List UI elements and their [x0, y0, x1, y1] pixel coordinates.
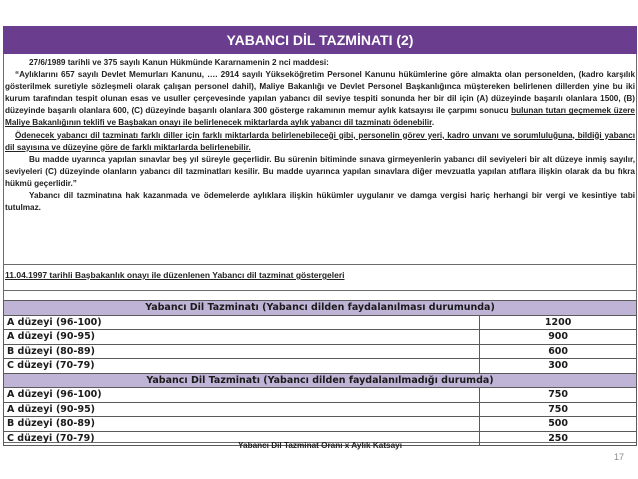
- paragraph-2-underlined: bulunan tutarı geçmemek üzere Maliye Bakanlığının teklifi ve Başbakan onayı ile belirlenecek miktarlarda aylık yabancı dil tazminatı ödenebilir: [5, 106, 635, 128]
- divider: [3, 264, 637, 265]
- divider: [3, 290, 637, 291]
- table-row: [4, 417, 637, 432]
- value-cell: 500: [480, 417, 637, 432]
- slide-title: YABANCI DİL TAZMİNATI (2): [3, 26, 637, 54]
- table-row: [4, 402, 637, 417]
- paragraph-5: Yabancı dil tazminatına hak kazanmada ve ödemelerde aylıklara ilişkin hükümler uygulanır ve damga vergisi hariç herhangi bir vergi ve kesintiye tabi tutulmaz.: [5, 191, 635, 213]
- table-2-header: Yabancı Dil Tazminatı (Yabancı dilden faydalanılmadığı durumda): [4, 373, 637, 388]
- value-cell: 600: [480, 344, 637, 359]
- paragraph-2: [5, 69, 635, 129]
- level-cell: A düzeyi (96-100): [4, 388, 480, 403]
- table-1-header: Yabancı Dil Tazminatı (Yabancı dilden faydalanılması durumunda): [4, 301, 637, 316]
- value-cell: 750: [480, 402, 637, 417]
- table-row: [4, 330, 637, 345]
- value-cell: 1200: [480, 315, 637, 330]
- value-cell: 250: [480, 431, 637, 446]
- level-cell: A düzeyi (90-95): [4, 402, 480, 417]
- paragraph-2-text: “Aylıklarını 657 sayılı Devlet Memurları Kanunu, …. 2914 sayılı Yükseköğretim Personel Kanunu hükümlerine göre almakta olan personelden, (kadro karşılık gösterilmek suretiyle sözleşmeli olarak çalışan personel dahil), Maliye Bakanlığı ve Devlet Personel Başkanlığınca müştereken belirlenen dillerden yine bu iki kurum tarafından tespit olunan esas ve usuller çerçevesinde yapılan yabancı dil seviye tespiti sonunda her bir dil için (A) düzeyinde başarılı olanlara 1500, (B) düzeyinde başarılı olanlara 600, (C) düzeyinde başarılı olanlara 300 gösterge rakamının memur aylık katsayısı ile çarpımı sonucu: [5, 70, 635, 116]
- level-cell: C düzeyi (70-79): [4, 359, 480, 374]
- table-row: [4, 388, 637, 403]
- level-cell: B düzeyi (80-89): [4, 344, 480, 359]
- level-cell: B düzeyi (80-89): [4, 417, 480, 432]
- level-cell: A düzeyi (96-100): [4, 315, 480, 330]
- table-row: [4, 359, 637, 374]
- paragraph-2-end: .: [431, 118, 435, 128]
- paragraph-1: 27/6/1989 tarihli ve 375 sayılı Kanun Hükmünde Kararnamenin 2 nci maddesi:: [29, 58, 329, 67]
- level-cell: A düzeyi (90-95): [4, 330, 480, 345]
- body-text: [5, 57, 635, 214]
- value-cell: 750: [480, 388, 637, 403]
- paragraph-3: [5, 130, 635, 154]
- page-number: 17: [613, 452, 624, 462]
- paragraph-4: Bu madde uyarınca yapılan sınavlar beş yıl süreyle geçerlidir. Bu sürenin bitiminde sınava girmeyenlerin yabancı dil seviyeleri bir alt düzeye inmiş sayılır, seviyeleri (C) düzeyinde olanların yabancı dil tazminatları kesilir. Bu madde uyarınca yapılan sınavlara diğer mevzuatla yapılan atıflara ilişkin olarak da bu fıkra hükmü geçerlidir.”: [5, 154, 635, 188]
- paragraph-3-underlined: Ödenecek yabancı dil tazminatı farklı diller için farklı miktarlarda belirlenebileceği gibi, personelin görev yeri, kadro unvanı ve sorumluluğuna, bildiği yabancı dil sayısına ve düzeyine göre de farklı miktarlarda belirlenebilir.: [5, 130, 635, 152]
- formula-footer: Yabancı Dil Tazminat Oranı x Aylık Katsayı: [238, 441, 402, 450]
- value-cell: 300: [480, 359, 637, 374]
- level-cell: C düzeyi (70-79): [4, 431, 480, 446]
- table-row: [4, 344, 637, 359]
- table-subheading: 11.04.1997 tarihli Başbakanlık onayı ile düzenlenen Yabancı dil tazminat göstergeleri: [5, 270, 345, 280]
- allowance-table: [3, 300, 637, 446]
- value-cell: 900: [480, 330, 637, 345]
- table-row: [4, 315, 637, 330]
